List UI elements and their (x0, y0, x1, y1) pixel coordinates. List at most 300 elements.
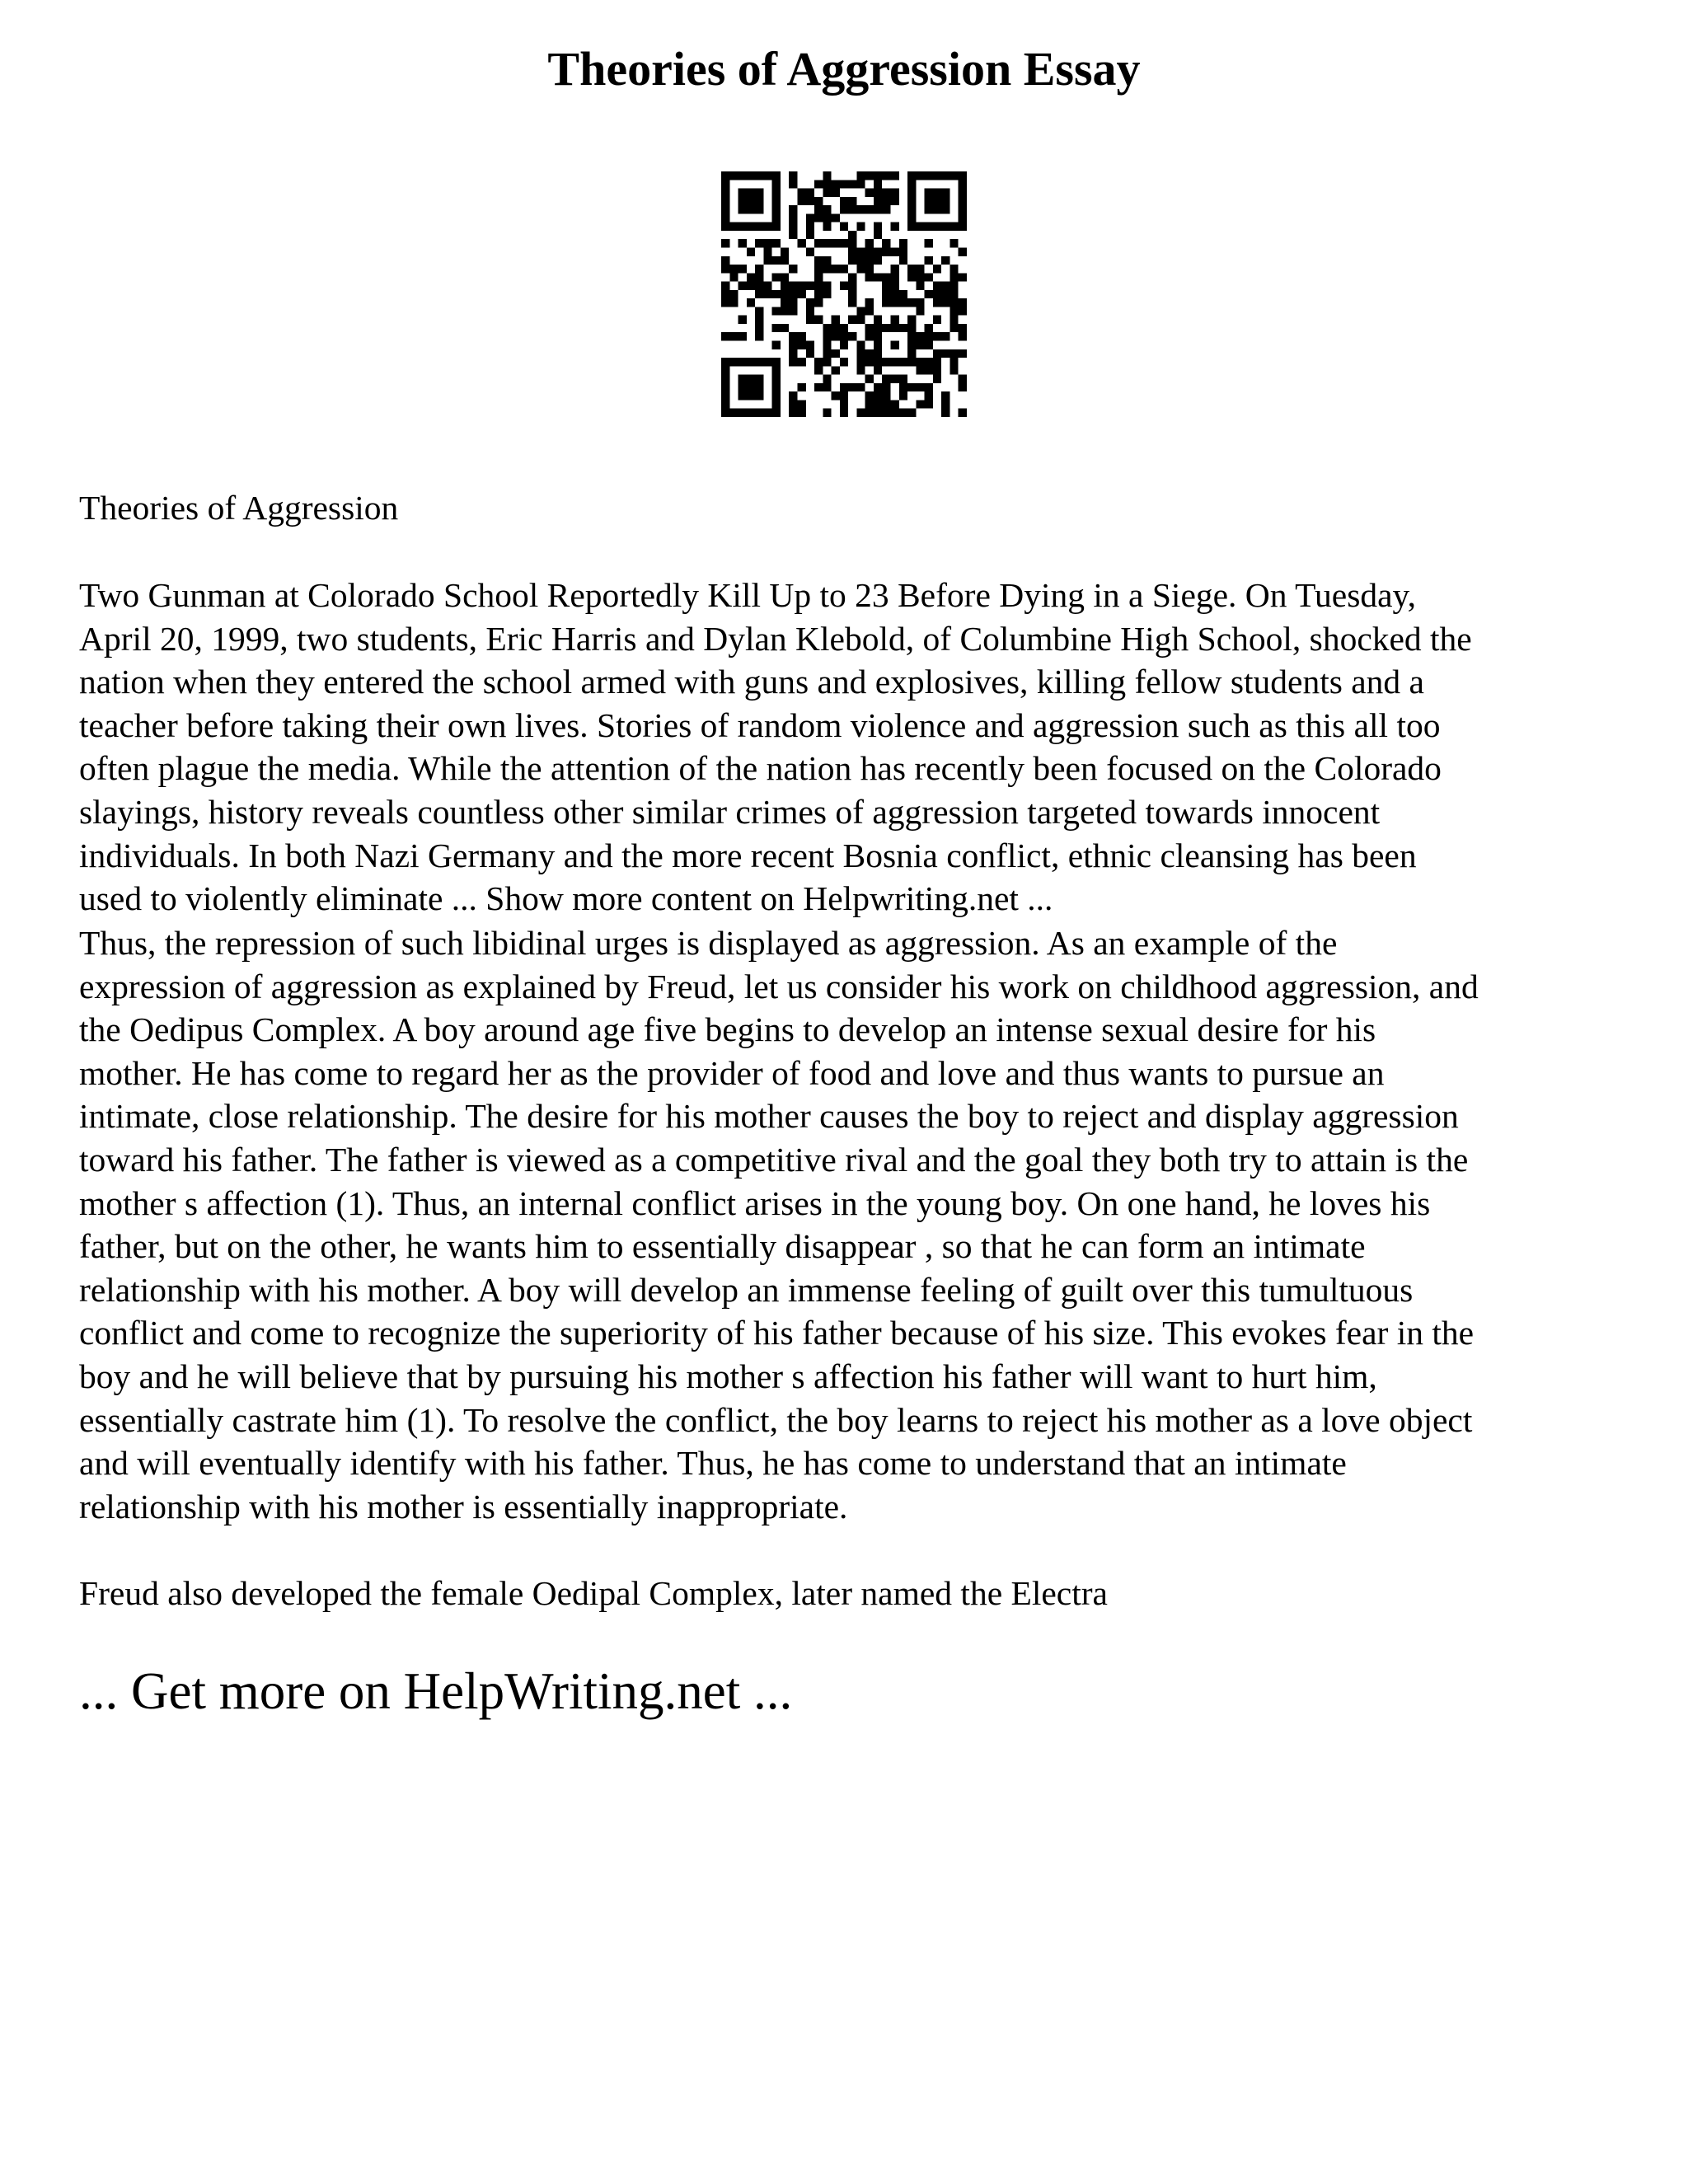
qr-module (772, 400, 781, 408)
qr-module (823, 213, 831, 222)
qr-module (907, 409, 916, 417)
qr-module (933, 223, 941, 231)
qr-module (907, 298, 916, 307)
paragraph-line: Two Gunman at Colorado School Reportedly Kill Up to 23 Before Dying in a Siege. On Tuesday, (79, 576, 1416, 614)
qr-module (959, 307, 967, 315)
qr-module (882, 290, 890, 298)
paragraph-line: individuals. In both Nazi Germany and the more recent Bosnia conflict, ethnic cleansing has been (79, 836, 1417, 874)
qr-module (840, 324, 848, 332)
qr-module (882, 383, 890, 391)
qr-module (865, 189, 874, 197)
qr-module (789, 265, 797, 273)
qr-module (865, 349, 874, 358)
qr-module (899, 298, 907, 307)
qr-module (781, 273, 789, 281)
qr-module (755, 332, 763, 340)
qr-module (840, 223, 848, 231)
qr-module (729, 265, 738, 273)
qr-module (891, 409, 899, 417)
qr-module (941, 171, 950, 180)
qr-module (832, 239, 840, 247)
qr-module (814, 273, 823, 281)
qr-module (856, 307, 865, 315)
qr-module (907, 273, 916, 281)
qr-module (781, 290, 789, 298)
qr-module (848, 383, 856, 391)
qr-module (959, 273, 967, 281)
qr-module (848, 231, 856, 239)
qr-module (755, 223, 763, 231)
qr-module (840, 409, 848, 417)
qr-module (941, 298, 950, 307)
qr-module (814, 316, 823, 324)
paragraph-line: boy and he will believe that by pursuing his mother s affection his father will want to hurt him, (79, 1357, 1377, 1395)
qr-module (874, 180, 882, 188)
qr-module (933, 205, 941, 213)
qr-module (772, 256, 781, 265)
qr-module (941, 197, 950, 205)
qr-module (925, 366, 933, 374)
qr-module (721, 223, 729, 231)
qr-module (874, 324, 882, 332)
qr-module (721, 409, 729, 417)
qr-module (865, 171, 874, 180)
qr-module (925, 239, 933, 247)
qr-module (933, 298, 941, 307)
qr-module (916, 223, 924, 231)
qr-module (950, 273, 958, 281)
qr-module (840, 239, 848, 247)
qr-code-icon[interactable] (721, 171, 967, 417)
qr-module (933, 282, 941, 290)
qr-module (763, 358, 771, 366)
paragraph-line: toward his father. The father is viewed as a competitive rival and the goal they both try to attain is the (79, 1140, 1469, 1179)
qr-module (781, 256, 789, 265)
qr-module (789, 400, 797, 408)
qr-module (891, 341, 899, 349)
qr-module (747, 247, 755, 255)
qr-module (959, 349, 967, 358)
qr-module (747, 298, 755, 307)
qr-module (772, 324, 781, 332)
qr-module (772, 307, 781, 315)
qr-module (874, 256, 882, 265)
qr-module (823, 189, 831, 197)
qr-module (907, 349, 916, 358)
qr-module (899, 247, 907, 255)
qr-module (789, 205, 797, 213)
qr-module (772, 205, 781, 213)
paragraph-line-show-more[interactable]: used to violently eliminate ... Show more content on Helpwriting.net ... (79, 879, 1053, 918)
qr-module (747, 205, 755, 213)
qr-module (840, 391, 848, 400)
qr-module (950, 298, 958, 307)
qr-module (832, 391, 840, 400)
qr-module (721, 180, 729, 188)
qr-module (729, 332, 738, 340)
qr-module (941, 290, 950, 298)
qr-module (781, 298, 789, 307)
qr-module (907, 223, 916, 231)
qr-module (738, 189, 747, 197)
qr-module (874, 205, 882, 213)
qr-module (772, 290, 781, 298)
qr-module (797, 332, 805, 340)
qr-module (823, 205, 831, 213)
qr-module (933, 189, 941, 197)
qr-module (933, 290, 941, 298)
qr-module (840, 282, 848, 290)
qr-module (865, 298, 874, 307)
qr-module (916, 273, 924, 281)
qr-module (916, 298, 924, 307)
qr-module (747, 358, 755, 366)
qr-module (763, 256, 771, 265)
qr-module (950, 358, 958, 366)
qr-module (865, 332, 874, 340)
qr-module (925, 223, 933, 231)
qr-module (865, 391, 874, 400)
qr-module (933, 316, 941, 324)
qr-module (814, 383, 823, 391)
qr-module (755, 358, 763, 366)
qr-module (874, 366, 882, 374)
qr-module (848, 197, 856, 205)
qr-module (941, 282, 950, 290)
essay-paragraph-3 (79, 1572, 1629, 1615)
qr-module (925, 189, 933, 197)
qr-module (874, 231, 882, 239)
qr-module (789, 358, 797, 366)
qr-module (806, 197, 814, 205)
qr-module (865, 247, 874, 255)
qr-module (925, 400, 933, 408)
qr-module (789, 290, 797, 298)
qr-module (797, 341, 805, 349)
qr-module (899, 358, 907, 366)
qr-module (738, 205, 747, 213)
qr-module (907, 171, 916, 180)
qr-module (814, 282, 823, 290)
qr-module (941, 349, 950, 358)
qr-module (729, 409, 738, 417)
paragraph-line: Freud also developed the female Oedipal Complex, later named the Electra (79, 1574, 1108, 1612)
qr-module (814, 205, 823, 213)
qr-module (729, 358, 738, 366)
qr-module (755, 324, 763, 332)
qr-module (840, 400, 848, 408)
qr-module (941, 223, 950, 231)
qr-module (797, 239, 805, 247)
qr-module (848, 332, 856, 340)
qr-module (814, 366, 823, 374)
qr-module (907, 180, 916, 188)
qr-module (721, 400, 729, 408)
qr-module (789, 298, 797, 307)
qr-module (907, 358, 916, 366)
qr-module (738, 239, 747, 247)
qr-module (832, 332, 840, 340)
qr-module (874, 400, 882, 408)
qr-module (907, 197, 916, 205)
qr-module (797, 197, 805, 205)
qr-module (814, 256, 823, 265)
qr-module (772, 273, 781, 281)
qr-module (772, 383, 781, 391)
qr-module (763, 290, 771, 298)
qr-module (721, 290, 729, 298)
qr-module (755, 205, 763, 213)
qr-module (899, 383, 907, 391)
qr-module (721, 189, 729, 197)
qr-module (959, 213, 967, 222)
qr-module (916, 307, 924, 315)
qr-module (933, 197, 941, 205)
qr-module (729, 298, 738, 307)
qr-module (874, 189, 882, 197)
qr-module (899, 324, 907, 332)
qr-module (772, 366, 781, 374)
qr-module (840, 358, 848, 366)
qr-module (907, 205, 916, 213)
qr-module (832, 324, 840, 332)
qr-module (959, 197, 967, 205)
qr-module (891, 197, 899, 205)
qr-module (891, 273, 899, 281)
qr-module (959, 409, 967, 417)
qr-module (806, 247, 814, 255)
paragraph-line: essentially castrate him (1). To resolve the conflict, the boy learns to reject his mother as a love object (79, 1400, 1473, 1439)
qr-module (891, 223, 899, 231)
qr-module (891, 171, 899, 180)
qr-module (891, 400, 899, 408)
qr-module (772, 409, 781, 417)
qr-module (874, 273, 882, 281)
qr-module (874, 316, 882, 324)
qr-module (925, 358, 933, 366)
qr-module (959, 332, 967, 340)
qr-module (738, 223, 747, 231)
qr-module (959, 298, 967, 307)
qr-module (763, 409, 771, 417)
qr-module (925, 341, 933, 349)
qr-module (856, 265, 865, 273)
qr-module (907, 316, 916, 324)
qr-module (865, 265, 874, 273)
qr-module (789, 332, 797, 340)
qr-module (721, 366, 729, 374)
qr-module (933, 349, 941, 358)
qr-module (882, 239, 890, 247)
qr-module (721, 205, 729, 213)
qr-module (763, 247, 771, 255)
paragraph-line: intimate, close relationship. The desire for his mother causes the boy to reject and display aggression (79, 1097, 1459, 1136)
qr-module (806, 298, 814, 307)
qr-module (806, 282, 814, 290)
qr-module (789, 349, 797, 358)
qr-module (856, 180, 865, 188)
qr-module (891, 265, 899, 273)
qr-module (907, 341, 916, 349)
qr-module (797, 290, 805, 298)
paragraph-line: mother. He has come to regard her as the provider of food and love and thus wants to pursue an (79, 1053, 1385, 1092)
qr-module (916, 341, 924, 349)
qr-module (840, 383, 848, 391)
qr-module (789, 213, 797, 222)
essay-subtitle: Theories of Aggression (79, 489, 399, 527)
qr-module (899, 391, 907, 400)
qr-module (797, 400, 805, 408)
qr-module (856, 409, 865, 417)
get-more-link[interactable]: ... Get more on HelpWriting.net ... (79, 1662, 793, 1720)
qr-module (763, 223, 771, 231)
qr-module (874, 171, 882, 180)
paragraph-line: April 20, 1999, two students, Eric Harris and Dylan Klebold, of Columbine High School, shocked the (79, 619, 1472, 658)
qr-module (916, 400, 924, 408)
qr-module (806, 316, 814, 324)
paragraph-line: slayings, history reveals countless other similar crimes of aggression targeted towards innocent (79, 792, 1381, 831)
essay-paragraph-1 (79, 574, 1629, 921)
qr-module (772, 341, 781, 349)
qr-module (797, 409, 805, 417)
paragraph-line: father, but on the other, he wants him to essentially disappear , so that he can form an intimate (79, 1227, 1366, 1266)
qr-module (840, 265, 848, 273)
qr-module (721, 265, 729, 273)
qr-module (721, 239, 729, 247)
qr-module (738, 316, 747, 324)
qr-module (738, 358, 747, 366)
qr-module (874, 341, 882, 349)
qr-module (941, 332, 950, 340)
qr-module (882, 324, 890, 332)
qr-module (823, 383, 831, 391)
qr-module (882, 375, 890, 383)
qr-module (865, 375, 874, 383)
qr-module (763, 239, 771, 247)
qr-module (814, 290, 823, 298)
qr-module (781, 307, 789, 315)
qr-module (755, 316, 763, 324)
qr-module (916, 358, 924, 366)
qr-module (882, 273, 890, 281)
qr-module (941, 409, 950, 417)
qr-module (747, 273, 755, 281)
qr-module (865, 273, 874, 281)
qr-module (874, 409, 882, 417)
qr-module (907, 265, 916, 273)
qr-module (840, 205, 848, 213)
qr-module (840, 341, 848, 349)
qr-module (806, 213, 814, 222)
qr-module (959, 180, 967, 188)
qr-module (856, 205, 865, 213)
paragraph-line: teacher before taking their own lives. Stories of random violence and aggression such as this all too (79, 705, 1441, 744)
qr-module (882, 282, 890, 290)
qr-module (747, 409, 755, 417)
qr-module (755, 383, 763, 391)
qr-module (772, 180, 781, 188)
qr-module (747, 223, 755, 231)
qr-module (806, 231, 814, 239)
qr-module (781, 324, 789, 332)
qr-module (882, 189, 890, 197)
qr-module (916, 383, 924, 391)
paragraph-line: Thus, the repression of such libidinal urges is displayed as aggression. As an example of the (79, 924, 1338, 962)
qr-module (823, 265, 831, 273)
qr-module (840, 197, 848, 205)
qr-module (738, 391, 747, 400)
qr-module (729, 290, 738, 298)
qr-module (755, 197, 763, 205)
qr-module (899, 290, 907, 298)
qr-module (941, 256, 950, 265)
qr-module (856, 256, 865, 265)
qr-module (789, 391, 797, 400)
qr-module (772, 213, 781, 222)
qr-module (755, 290, 763, 298)
qr-module (823, 349, 831, 358)
qr-module (891, 316, 899, 324)
qr-module (823, 282, 831, 290)
qr-module (747, 197, 755, 205)
qr-module (925, 256, 933, 265)
qr-module (874, 247, 882, 255)
qr-module (755, 273, 763, 281)
qr-module (797, 358, 805, 366)
qr-module (950, 171, 958, 180)
qr-module (848, 205, 856, 213)
qr-module (814, 298, 823, 307)
qr-module (959, 247, 967, 255)
qr-module (856, 171, 865, 180)
qr-module (950, 307, 958, 315)
paragraph-line: conflict and come to recognize the superiority of his father because of his size. This evokes fear in the (79, 1314, 1475, 1352)
qr-module (738, 171, 747, 180)
qr-module (755, 282, 763, 290)
qr-module (772, 239, 781, 247)
qr-module (848, 273, 856, 281)
qr-module (789, 223, 797, 231)
qr-module (806, 189, 814, 197)
qr-module (823, 332, 831, 340)
qr-module (772, 391, 781, 400)
qr-module (832, 349, 840, 358)
qr-module (747, 171, 755, 180)
qr-module (891, 358, 899, 366)
qr-module (729, 223, 738, 231)
qr-module (925, 205, 933, 213)
qr-module (933, 265, 941, 273)
qr-module (882, 400, 890, 408)
qr-module (891, 375, 899, 383)
qr-module (772, 358, 781, 366)
qr-module (933, 171, 941, 180)
qr-module (848, 239, 856, 247)
qr-module (891, 189, 899, 197)
qr-module (789, 180, 797, 188)
qr-module (882, 298, 890, 307)
qr-module (856, 349, 865, 358)
qr-module (959, 375, 967, 383)
qr-module (789, 282, 797, 290)
qr-module (856, 223, 865, 231)
qr-module (772, 171, 781, 180)
qr-module (865, 400, 874, 408)
qr-module (823, 171, 831, 180)
paragraph-line: the Oedipus Complex. A boy around age five begins to develop an intense sexual desire for his (79, 1010, 1376, 1049)
qr-module (823, 324, 831, 332)
qr-module (721, 171, 729, 180)
